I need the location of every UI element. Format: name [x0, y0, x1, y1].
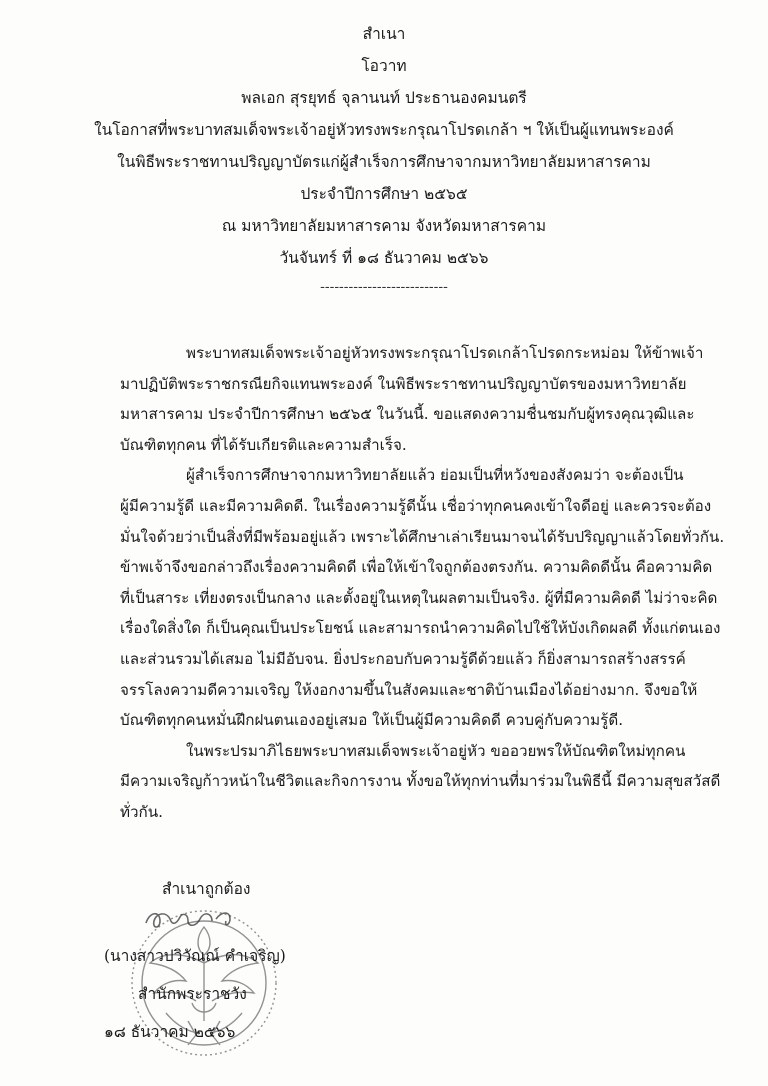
paragraph-2 [120, 460, 725, 735]
document-type: โอวาท [361, 57, 407, 75]
paragraph-1 [120, 338, 720, 460]
copy-label: สำเนา [362, 25, 406, 43]
certified-copy-label: สำเนาถูกต้อง [162, 880, 251, 898]
body-line: บัณฑิตทุกคน ที่ได้รับเกียรติและความสำเร็จ. [120, 435, 407, 454]
body-line: ผู้มีความรู้ดี และมีความคิดดี. ในเรื่องความรู้ดีนั้น เชื่อว่าทุกคนคงเข้าใจดีอยู่ และควรจะต้อง [120, 496, 712, 515]
body-line: จรรโลงความดีความเจริญ ให้งอกงามขึ้นในสังคมและชาติบ้านเมืองได้อย่างมาก. จึงขอให้ [120, 680, 698, 699]
signature-block [104, 937, 344, 1051]
location-line: ณ มหาวิทยาลัยมหาสารคาม จังหวัดมหาสารคาม [221, 217, 547, 235]
body-line: เรื่องใดสิ่งใด ก็เป็นคุณเป็นประโยชน์ และสามารถนำความคิดไปใช้ให้บังเกิดผลดี ทั้งแก่ตนเอง [120, 619, 721, 638]
paragraph-3 [120, 736, 720, 828]
body-line: ข้าพเจ้าจึงขอกล่าวถึงเรื่องความคิดดี เพื่อให้เข้าใจถูกต้องตรงกัน. ความคิดดีนั้น คือความคิด [120, 558, 713, 577]
date-line: วันจันทร์ ที่ ๑๘ ธันวาคม ๒๕๖๖ [279, 249, 489, 267]
body-line: มีความเจริญก้าวหน้าในชีวิตและกิจการงาน ทั้งขอให้ทุกท่านที่มาร่วมในพิธีนี้ มีความสุขสวัสดี [120, 772, 721, 791]
speech-body [120, 338, 725, 828]
body-line: ทั่วกัน. [120, 802, 163, 821]
signer-name: (นางสาวปวิวัณณ์ คำเจริญ) [104, 947, 286, 965]
occasion-line: ในโอกาสที่พระบาทสมเด็จพระเจ้าอยู่หัวทรงพระกรุณาโปรดเกล้า ฯ ให้เป็นผู้แทนพระองค์ [94, 121, 674, 139]
body-line: มหาสารคาม ประจำปีการศึกษา ๒๕๖๕ ในวันนี้. ขอแสดงความชื่นชมกับผู้ทรงคุณวุฒิและ [120, 405, 695, 424]
body-line: บัณฑิตทุกคนหมั่นฝึกฝนตนเองอยู่เสมอ ให้เป็นผู้มีความคิดดี ควบคู่กับความรู้ดี. [120, 711, 624, 730]
body-line: มาปฏิบัติพระราชกรณียกิจแทนพระองค์ ในพิธีพระราชทานปริญญาบัตรของมหาวิทยาลัย [120, 374, 687, 393]
body-line: ที่เป็นสาระ เที่ยงตรงเป็นกลาง และตั้งอยู่ในเหตุในผลตามเป็นจริง. ผู้ที่มีความคิดดี ไม่ว่าจะคิด [120, 588, 718, 607]
body-line: ในพระปรมาภิไธยพระบาทสมเด็จพระเจ้าอยู่หัว ขออวยพรให้บัณฑิตใหม่ทุกคน [186, 741, 686, 760]
academic-year-line: ประจำปีการศึกษา ๒๕๖๕ [300, 185, 468, 203]
body-line: และส่วนรวมได้เสมอ ไม่มีอับจน. ยิ่งประกอบกับความรู้ดีด้วยแล้ว ก็ยิ่งสามารถสร้างสรรค์ [120, 649, 686, 668]
signer-office: สำนักพระราชวัง [138, 985, 247, 1003]
speaker-line: พลเอก สุรยุทธ์ จุลานนท์ ประธานองคมนตรี [241, 89, 527, 107]
separator-line: --------------------------- [320, 279, 448, 295]
ceremony-line: ในพิธีพระราชทานปริญญาบัตรแก่ผู้สำเร็จการศึกษาจากมหาวิทยาลัยมหาสารคาม [117, 153, 651, 171]
body-line: พระบาทสมเด็จพระเจ้าอยู่หัวทรงพระกรุณาโปรดเกล้าโปรดกระหม่อม ให้ข้าพเจ้า [186, 344, 704, 362]
body-line: มั่นใจด้วยว่าเป็นสิ่งที่มีพร้อมอยู่แล้ว เพราะได้ศึกษาเล่าเรียนมาจนได้รับปริญญาแล้วโดยทั่วกัน. [120, 527, 725, 546]
document-header [60, 18, 708, 300]
signature-date: ๑๘ ธันวาคม ๒๕๖๖ [104, 1023, 236, 1041]
body-line: ผู้สำเร็จการศึกษาจากมหาวิทยาลัยแล้ว ย่อมเป็นที่หวังของสังคมว่า จะต้องเป็น [186, 466, 684, 485]
